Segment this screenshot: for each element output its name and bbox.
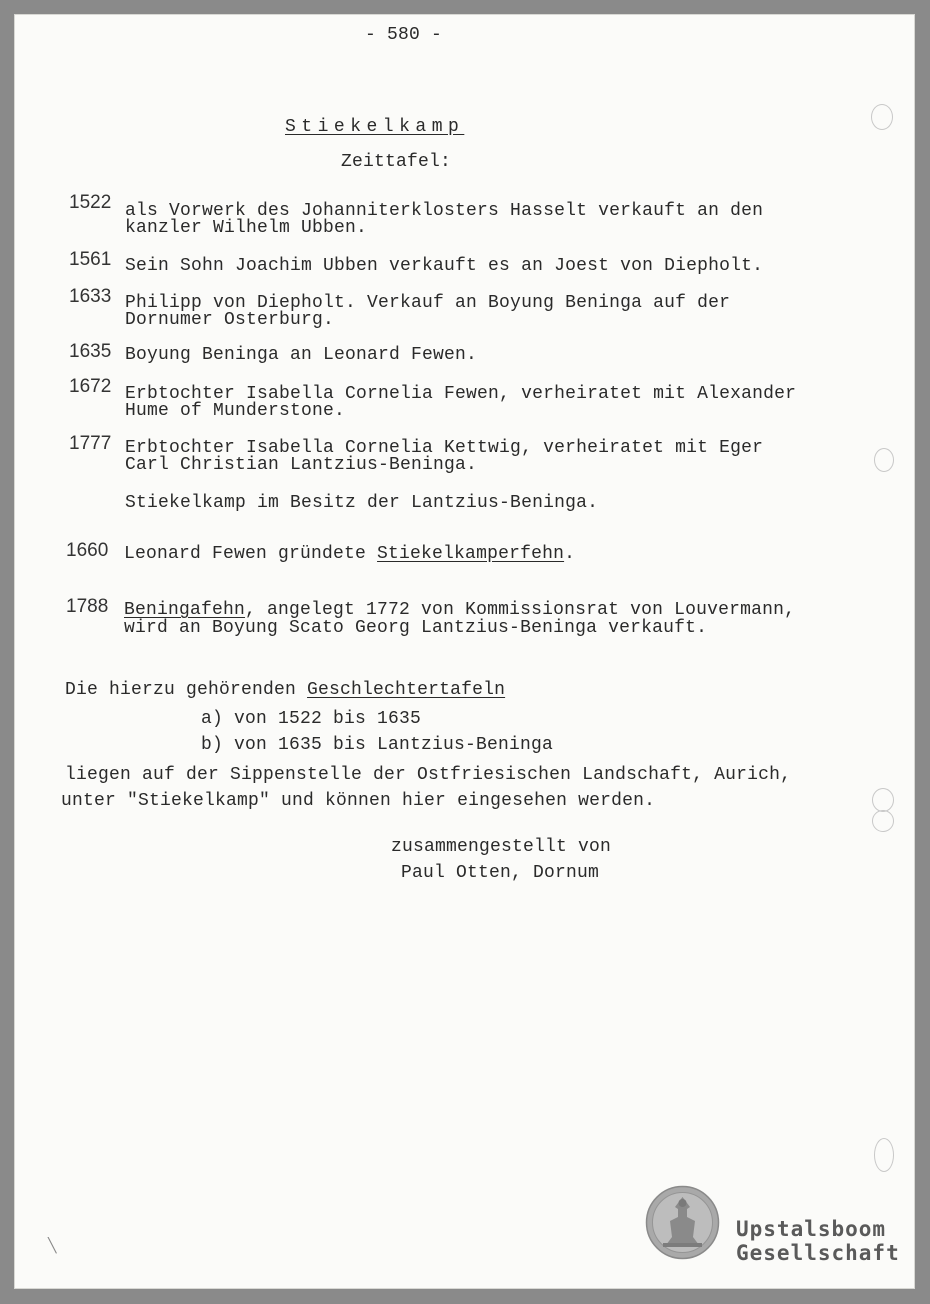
- footer-line3: unter "Stiekelkamp" und können hier eingesehen werden.: [61, 791, 656, 811]
- footer-item-a: a) von 1522 bis 1635: [201, 709, 422, 729]
- document-subtitle: Zeittafel:: [341, 152, 452, 172]
- entry-text: Carl Christian Lantzius-Beninga.: [125, 455, 478, 475]
- page-number: - 580 -: [365, 25, 443, 45]
- entry-year: 1522: [69, 192, 112, 213]
- signature-line2: Paul Otten, Dornum: [401, 863, 600, 883]
- stiekelkamperfehn-link: Stiekelkamperfehn: [377, 544, 565, 564]
- entry-year: 1788: [66, 596, 109, 617]
- beningafehn-link: Beningafehn: [124, 600, 246, 620]
- logo-text-line2: Gesellschaft: [736, 1241, 900, 1265]
- fehn-1788-line2: wird an Boyung Scato Georg Lantzius-Beninga verkauft.: [124, 618, 708, 638]
- footer-line2: liegen auf der Sippenstelle der Ostfriesischen Landschaft, Aurich,: [65, 765, 792, 785]
- geschlechtertafeln-link: Geschlechtertafeln: [307, 680, 506, 700]
- document-title: Stiekelkamp: [285, 117, 465, 137]
- entry-text: Boyung Beninga an Leonard Fewen.: [125, 345, 478, 365]
- entry-year: 1561: [69, 249, 112, 270]
- possession-note: Stiekelkamp im Besitz der Lantzius-Beninga.: [125, 493, 599, 513]
- footer-item-b: b) von 1635 bis Lantzius-Beninga: [201, 735, 554, 755]
- entry-text: Philipp von Diepholt. Verkauf an Boyung Beninga auf der: [125, 293, 731, 313]
- entry-text: Erbtochter Isabella Cornelia Kettwig, verheiratet mit Eger: [125, 438, 764, 458]
- entry-text: Sein Sohn Joachim Ubben verkauft es an Joest von Diepholt.: [125, 256, 764, 276]
- entry-year: 1635: [69, 341, 112, 362]
- punch-hole: [872, 810, 894, 832]
- document-page: [14, 14, 915, 1289]
- seal-logo-icon: [645, 1185, 720, 1260]
- punch-hole: [874, 1138, 894, 1172]
- entry-year: 1633: [69, 286, 112, 307]
- entry-text: Hume of Munderstone.: [125, 401, 346, 421]
- footer-line1: Die hierzu gehörenden Geschlechtertafeln: [65, 680, 506, 700]
- punch-hole: [871, 104, 893, 130]
- entry-year: 1672: [69, 376, 112, 397]
- entry-year: 1777: [69, 433, 112, 454]
- entry-year: 1660: [66, 540, 109, 561]
- entry-text: Erbtochter Isabella Cornelia Fewen, verheiratet mit Alexander: [125, 384, 797, 404]
- scan-mark: ╲: [48, 1239, 57, 1255]
- punch-hole: [872, 788, 894, 812]
- fehn-1660-line: Leonard Fewen gründete Stiekelkamperfehn.: [124, 544, 576, 564]
- entry-text: kanzler Wilhelm Ubben.: [125, 218, 368, 238]
- logo-text-line1: Upstalsboom: [736, 1217, 887, 1241]
- signature-line1: zusammengestellt von: [391, 837, 612, 857]
- punch-hole: [874, 448, 894, 472]
- entry-text: Dornumer Osterburg.: [125, 310, 335, 330]
- fehn-1788-line: Beningafehn, angelegt 1772 von Kommissionsrat von Louvermann,: [124, 600, 796, 620]
- entry-text: als Vorwerk des Johanniterklosters Hasselt verkauft an den: [125, 201, 764, 221]
